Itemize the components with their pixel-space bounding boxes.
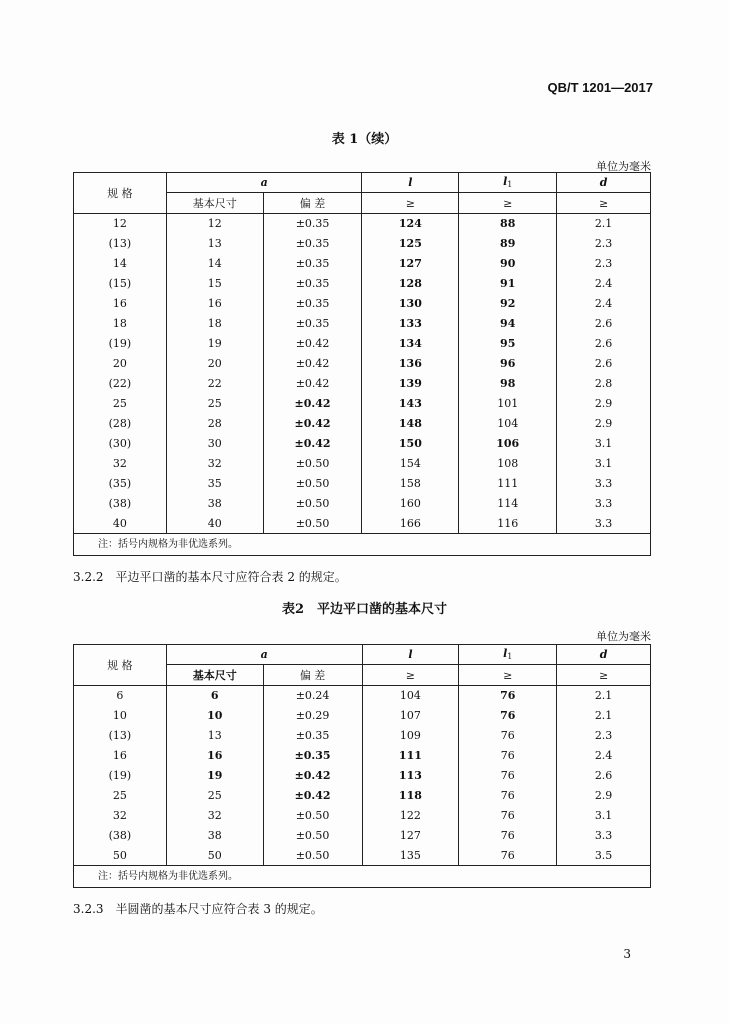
- cell-basic: 18: [166, 314, 263, 334]
- cell-spec: 10: [74, 706, 167, 726]
- cell-spec: (15): [74, 274, 167, 294]
- cell-d: 2.3: [557, 254, 651, 274]
- cell-d: 2.9: [557, 394, 651, 414]
- cell-l1: 76: [459, 686, 557, 706]
- cell-basic: 22: [166, 374, 263, 394]
- cell-spec: (28): [74, 414, 167, 434]
- cell-l1: 89: [459, 234, 557, 254]
- table1: [73, 172, 651, 556]
- table-row: [74, 254, 651, 274]
- table2-header-l1-subscript: 1: [507, 652, 513, 661]
- cell-l: 118: [362, 786, 459, 806]
- cell-basic: 40: [166, 514, 263, 534]
- cell-l: 160: [362, 494, 459, 514]
- cell-dev: ±0.42: [263, 334, 362, 354]
- table-row: [74, 766, 651, 786]
- cell-spec: (22): [74, 374, 167, 394]
- table-row: [74, 394, 651, 414]
- cell-l1: 94: [459, 314, 557, 334]
- table-row: [74, 706, 651, 726]
- table1-title: 表 1（续）: [331, 132, 398, 147]
- cell-dev: ±0.35: [263, 746, 362, 766]
- cell-spec: 6: [74, 686, 167, 706]
- cell-spec: (30): [74, 434, 167, 454]
- cell-spec: (38): [74, 494, 167, 514]
- cell-dev: ±0.35: [263, 274, 362, 294]
- table-row: [74, 294, 651, 314]
- cell-l1: 104: [459, 414, 557, 434]
- table2-header-basic: 基本尺寸: [166, 665, 263, 686]
- cell-d: 2.1: [557, 706, 651, 726]
- cell-basic: 32: [166, 806, 263, 826]
- table1-header-d: d: [557, 173, 651, 193]
- table-row: [74, 514, 651, 534]
- cell-l: 104: [362, 686, 459, 706]
- cell-spec: 25: [74, 394, 167, 414]
- cell-l: 127: [362, 254, 459, 274]
- cell-l: 143: [362, 394, 459, 414]
- cell-d: 2.9: [557, 786, 651, 806]
- cell-l: 134: [362, 334, 459, 354]
- cell-spec: 32: [74, 806, 167, 826]
- table2-header-l-ge: ≥: [362, 665, 459, 686]
- table-row: [74, 354, 651, 374]
- table2-unit: 单位为毫米: [596, 630, 651, 643]
- cell-spec: 50: [74, 846, 167, 866]
- table1-unit: 单位为毫米: [596, 160, 651, 173]
- table2-title: 表2 平边平口凿的基本尺寸: [281, 602, 448, 617]
- cell-d: 3.1: [557, 454, 651, 474]
- cell-dev: ±0.42: [263, 766, 362, 786]
- cell-l1: 98: [459, 374, 557, 394]
- cell-d: 2.6: [557, 334, 651, 354]
- page-number: 3: [623, 947, 631, 961]
- cell-basic: 16: [166, 746, 263, 766]
- table1-body: [74, 214, 651, 534]
- cell-spec: (13): [74, 726, 167, 746]
- cell-l1: 76: [459, 766, 557, 786]
- cell-l: 130: [362, 294, 459, 314]
- cell-l1: 114: [459, 494, 557, 514]
- table2-note: 注：括号内规格为非优选系列。: [74, 866, 651, 888]
- cell-d: 2.6: [557, 354, 651, 374]
- cell-dev: ±0.50: [263, 474, 362, 494]
- table-row: [74, 474, 651, 494]
- cell-dev: ±0.42: [263, 374, 362, 394]
- cell-spec: (35): [74, 474, 167, 494]
- cell-l1: 91: [459, 274, 557, 294]
- cell-spec: 40: [74, 514, 167, 534]
- table2-header-l1-symbol: l: [503, 647, 508, 660]
- cell-spec: 16: [74, 746, 167, 766]
- cell-dev: ±0.50: [263, 826, 362, 846]
- cell-l: 127: [362, 826, 459, 846]
- cell-basic: 13: [166, 726, 263, 746]
- cell-spec: (13): [74, 234, 167, 254]
- cell-l: 122: [362, 806, 459, 826]
- cell-basic: 30: [166, 434, 263, 454]
- cell-l1: 95: [459, 334, 557, 354]
- cell-l: 136: [362, 354, 459, 374]
- cell-dev: ±0.50: [263, 494, 362, 514]
- cell-basic: 28: [166, 414, 263, 434]
- table1-header-d-ge: ≥: [557, 193, 651, 214]
- cell-d: 2.6: [557, 314, 651, 334]
- cell-basic: 38: [166, 826, 263, 846]
- cell-basic: 38: [166, 494, 263, 514]
- cell-basic: 6: [166, 686, 263, 706]
- table2-header-l: l: [362, 645, 459, 665]
- cell-dev: ±0.42: [263, 394, 362, 414]
- cell-dev: ±0.35: [263, 726, 362, 746]
- table1-header-a: a: [166, 173, 362, 193]
- cell-spec: (19): [74, 766, 167, 786]
- cell-basic: 12: [166, 214, 263, 234]
- cell-l: 166: [362, 514, 459, 534]
- clause-3-2-2: 3.2.2 平边平口凿的基本尺寸应符合表 2 的规定。: [73, 570, 347, 584]
- table-row: [74, 806, 651, 826]
- cell-l1: 76: [459, 826, 557, 846]
- cell-dev: ±0.42: [263, 434, 362, 454]
- cell-d: 2.6: [557, 766, 651, 786]
- cell-dev: ±0.50: [263, 514, 362, 534]
- table-row: [74, 374, 651, 394]
- cell-l1: 76: [459, 746, 557, 766]
- cell-d: 3.3: [557, 514, 651, 534]
- table1-header-l1-subscript: 1: [507, 180, 513, 189]
- cell-d: 2.4: [557, 274, 651, 294]
- cell-l: 158: [362, 474, 459, 494]
- cell-l: 124: [362, 214, 459, 234]
- cell-spec: 32: [74, 454, 167, 474]
- cell-dev: ±0.50: [263, 806, 362, 826]
- cell-l1: 96: [459, 354, 557, 374]
- cell-dev: ±0.42: [263, 414, 362, 434]
- table-row: [74, 746, 651, 766]
- standard-code: QB/T 1201—2017: [547, 80, 653, 95]
- table-row: [74, 334, 651, 354]
- table1-header-deviation: 偏 差: [263, 193, 362, 214]
- cell-d: 3.3: [557, 826, 651, 846]
- table2-header-a: a: [166, 645, 362, 665]
- cell-l: 139: [362, 374, 459, 394]
- cell-basic: 32: [166, 454, 263, 474]
- table-row: [74, 214, 651, 234]
- table1-header-basic: 基本尺寸: [166, 193, 263, 214]
- cell-spec: 16: [74, 294, 167, 314]
- cell-l1: 90: [459, 254, 557, 274]
- table-row: [74, 234, 651, 254]
- table-row: [74, 826, 651, 846]
- table2-header-l1-ge: ≥: [459, 665, 557, 686]
- table-row: [74, 314, 651, 334]
- cell-dev: ±0.50: [263, 846, 362, 866]
- cell-basic: 25: [166, 394, 263, 414]
- clause-3-2-3: 3.2.3 半圆凿的基本尺寸应符合表 3 的规定。: [73, 902, 323, 916]
- table-row: [74, 494, 651, 514]
- cell-l: 148: [362, 414, 459, 434]
- cell-dev: ±0.35: [263, 294, 362, 314]
- cell-l: 154: [362, 454, 459, 474]
- cell-dev: ±0.35: [263, 254, 362, 274]
- cell-basic: 35: [166, 474, 263, 494]
- table-row: [74, 414, 651, 434]
- cell-dev: ±0.35: [263, 314, 362, 334]
- cell-basic: 10: [166, 706, 263, 726]
- table-row: [74, 786, 651, 806]
- cell-basic: 13: [166, 234, 263, 254]
- cell-basic: 19: [166, 766, 263, 786]
- cell-spec: 18: [74, 314, 167, 334]
- cell-basic: 20: [166, 354, 263, 374]
- cell-d: 2.1: [557, 686, 651, 706]
- cell-d: 3.5: [557, 846, 651, 866]
- cell-spec: (19): [74, 334, 167, 354]
- cell-spec: 14: [74, 254, 167, 274]
- table-row: [74, 434, 651, 454]
- table2-header-deviation: 偏 差: [263, 665, 362, 686]
- table1-header-l1: [459, 173, 557, 193]
- cell-l1: 88: [459, 214, 557, 234]
- table2-header-d-ge: ≥: [557, 665, 651, 686]
- cell-l1: 76: [459, 706, 557, 726]
- cell-dev: ±0.42: [263, 786, 362, 806]
- cell-d: 2.1: [557, 214, 651, 234]
- cell-l1: 106: [459, 434, 557, 454]
- cell-l: 109: [362, 726, 459, 746]
- cell-d: 3.1: [557, 434, 651, 454]
- cell-l1: 76: [459, 786, 557, 806]
- cell-basic: 14: [166, 254, 263, 274]
- cell-l: 113: [362, 766, 459, 786]
- table2: [73, 644, 651, 888]
- table1-header-spec: 规 格: [74, 173, 167, 214]
- cell-basic: 19: [166, 334, 263, 354]
- cell-l: 150: [362, 434, 459, 454]
- cell-dev: ±0.24: [263, 686, 362, 706]
- cell-dev: ±0.35: [263, 234, 362, 254]
- cell-d: 2.3: [557, 726, 651, 746]
- table-row: [74, 846, 651, 866]
- cell-spec: (38): [74, 826, 167, 846]
- cell-l1: 111: [459, 474, 557, 494]
- table1-header-l1-symbol: l: [503, 175, 508, 188]
- cell-spec: 12: [74, 214, 167, 234]
- cell-l: 128: [362, 274, 459, 294]
- cell-spec: 20: [74, 354, 167, 374]
- table2-header-l1: [459, 645, 557, 665]
- table1-header-l: l: [362, 173, 459, 193]
- cell-l1: 101: [459, 394, 557, 414]
- cell-l1: 92: [459, 294, 557, 314]
- cell-d: 3.1: [557, 806, 651, 826]
- cell-d: 3.3: [557, 494, 651, 514]
- cell-basic: 16: [166, 294, 263, 314]
- cell-d: 2.4: [557, 294, 651, 314]
- table2-header-spec: 规 格: [74, 645, 167, 686]
- cell-d: 2.3: [557, 234, 651, 254]
- cell-d: 2.8: [557, 374, 651, 394]
- cell-l1: 116: [459, 514, 557, 534]
- cell-l1: 108: [459, 454, 557, 474]
- cell-d: 2.4: [557, 746, 651, 766]
- cell-basic: 15: [166, 274, 263, 294]
- cell-dev: ±0.29: [263, 706, 362, 726]
- cell-basic: 25: [166, 786, 263, 806]
- table-row: [74, 454, 651, 474]
- cell-basic: 50: [166, 846, 263, 866]
- cell-l: 111: [362, 746, 459, 766]
- cell-l: 133: [362, 314, 459, 334]
- cell-l: 125: [362, 234, 459, 254]
- cell-l: 135: [362, 846, 459, 866]
- cell-spec: 25: [74, 786, 167, 806]
- cell-dev: ±0.35: [263, 214, 362, 234]
- cell-l1: 76: [459, 846, 557, 866]
- table-row: [74, 686, 651, 706]
- table2-body: [74, 686, 651, 866]
- cell-l: 107: [362, 706, 459, 726]
- table-row: [74, 726, 651, 746]
- cell-dev: ±0.42: [263, 354, 362, 374]
- cell-l1: 76: [459, 806, 557, 826]
- cell-d: 2.9: [557, 414, 651, 434]
- table1-header-l1-ge: ≥: [459, 193, 557, 214]
- cell-l1: 76: [459, 726, 557, 746]
- table-row: [74, 274, 651, 294]
- table2-header-d: d: [557, 645, 651, 665]
- cell-dev: ±0.50: [263, 454, 362, 474]
- cell-d: 3.3: [557, 474, 651, 494]
- table1-note: 注：括号内规格为非优选系列。: [74, 534, 651, 556]
- table1-header-l-ge: ≥: [362, 193, 459, 214]
